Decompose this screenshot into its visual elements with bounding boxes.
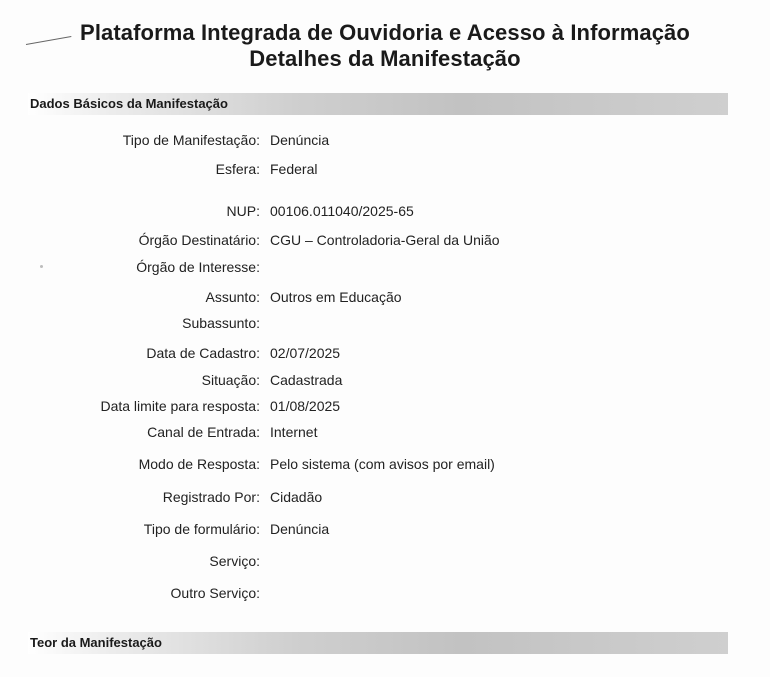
field-value: Cidadão	[270, 489, 323, 505]
field-row-assunto	[0, 288, 770, 306]
field-label: Órgão de Interesse:	[136, 259, 260, 275]
field-row-situacao	[0, 371, 770, 389]
field-label: Órgão Destinatário:	[138, 232, 260, 248]
field-row-orgao-destinatario	[0, 231, 770, 249]
field-row-esfera	[0, 160, 770, 178]
field-value: Internet	[270, 424, 318, 440]
section-header-content	[28, 632, 728, 654]
field-label: Esfera:	[215, 161, 260, 177]
section-title-content: Teor da Manifestação	[30, 635, 162, 650]
field-row-tipo-manifestacao	[0, 131, 770, 149]
field-row-servico	[0, 552, 770, 570]
field-label: Outro Serviço:	[170, 585, 260, 601]
field-label: Subassunto:	[182, 315, 260, 331]
field-label: Registrado Por:	[162, 489, 260, 505]
field-row-modo-resposta	[0, 455, 770, 473]
field-value: 00106.011040/2025-65	[270, 203, 414, 219]
field-row-outro-servico	[0, 584, 770, 602]
field-label: Modo de Resposta:	[138, 456, 260, 472]
field-value: Federal	[270, 161, 318, 177]
field-value: Pelo sistema (com avisos por email)	[270, 456, 495, 472]
field-row-data-limite	[0, 397, 770, 415]
field-label: NUP:	[226, 203, 260, 219]
field-label: Tipo de Manifestação:	[122, 132, 260, 148]
field-value: Denúncia	[270, 132, 330, 148]
field-row-registrado-por	[0, 488, 770, 506]
field-value: Denúncia	[270, 521, 330, 537]
field-label: Data limite para resposta:	[100, 398, 260, 414]
field-label: Tipo de formulário:	[143, 521, 260, 537]
field-label: Situação:	[201, 372, 260, 388]
page-title: Plataforma Integrada de Ouvidoria e Acesso à Informação	[80, 20, 690, 45]
field-label: Serviço:	[209, 553, 260, 569]
field-row-tipo-formulario	[0, 520, 770, 538]
field-label: Assunto:	[205, 289, 260, 305]
field-row-canal-entrada	[0, 423, 770, 441]
field-row-orgao-interesse	[0, 258, 770, 276]
field-value: 01/08/2025	[270, 398, 341, 414]
field-value: Outros em Educação	[270, 289, 402, 305]
field-value: CGU – Controladoria-Geral da União	[270, 232, 500, 248]
field-row-subassunto	[0, 314, 770, 332]
field-value: Cadastrada	[270, 372, 343, 388]
field-value: 02/07/2025	[270, 345, 341, 361]
field-row-nup	[0, 202, 770, 220]
field-label: Canal de Entrada:	[147, 424, 260, 440]
field-label: Data de Cadastro:	[146, 345, 260, 361]
section-title-basic: Dados Básicos da Manifestação	[30, 96, 228, 111]
field-row-data-cadastro	[0, 344, 770, 362]
page-subtitle: Detalhes da Manifestação	[249, 46, 521, 71]
